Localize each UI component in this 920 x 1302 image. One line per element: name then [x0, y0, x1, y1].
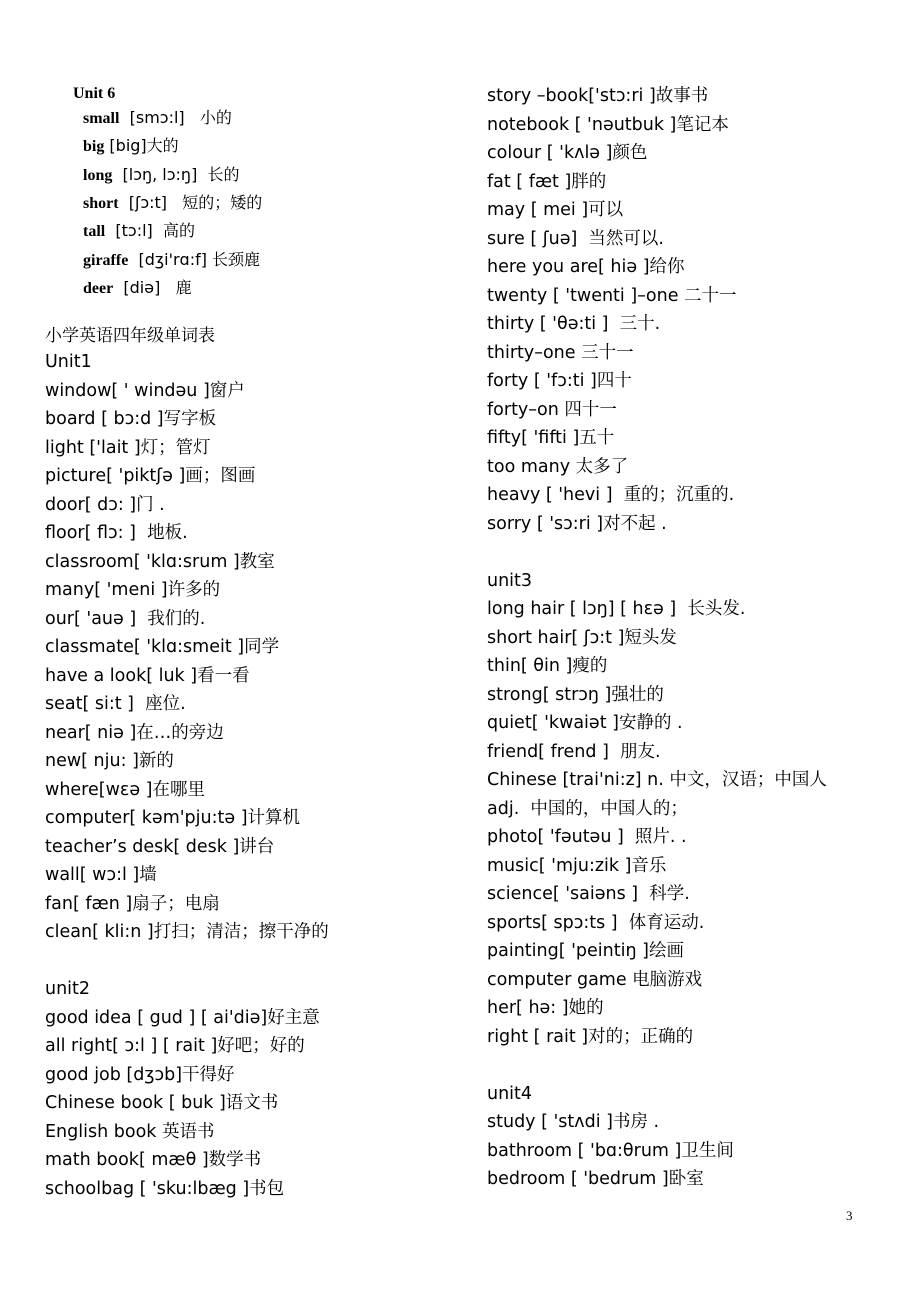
vocab-entry: bathroom [ 'bɑ:θrum ]卫生间: [487, 1141, 734, 1161]
vocab-entry: computer[ kəm'pju:tə ]计算机: [45, 808, 301, 828]
vocab-entry: [83, 220, 195, 243]
vocab-entry: [83, 192, 262, 215]
vocab-entry: classroom[ 'klɑ:srum ]教室: [45, 552, 275, 572]
vocab-entry: story –book['stɔ:ri ]故事书: [487, 86, 709, 106]
vocab-entry: fat [ fæt ]胖的: [487, 172, 607, 192]
vocab-entry: bedroom [ 'bedrum ]卧室: [487, 1169, 704, 1189]
vocab-entry: forty–on 四十一: [487, 400, 617, 420]
vocab-entry: our[ 'auə ] 我们的.: [45, 609, 206, 629]
vocab-entry: [83, 107, 232, 130]
vocab-entry: colour [ 'kʌlə ]颜色: [487, 143, 648, 163]
vocab-entry: [83, 277, 192, 300]
vocab-entry: friend[ frend ] 朋友.: [487, 742, 661, 762]
vocab-entry: math book[ mæθ ]数学书: [45, 1150, 262, 1170]
vocab-definition: [lɔŋ, lɔ:ŋ] 长的: [112, 165, 240, 184]
vocab-entry: adj. 中国的，中国人的；: [487, 799, 688, 819]
vocab-entry: Chinese [trai'ni:z] n. 中文，汉语；中国人: [487, 770, 827, 790]
vocab-entry: fan[ fæn ]扇子；电扇: [45, 894, 220, 914]
vocab-word: big: [83, 138, 105, 155]
vocab-entry: schoolbag [ 'sku:lbæg ]书包: [45, 1179, 285, 1199]
vocab-entry: have a look[ luk ]看一看: [45, 666, 250, 686]
vocab-entry: quiet[ 'kwaiət ]安静的 .: [487, 713, 683, 733]
vocab-entry: new[ nju: ]新的: [45, 751, 174, 771]
vocab-definition: [smɔ:l] 小的: [119, 108, 232, 127]
vocab-entry: seat[ si:t ] 座位.: [45, 694, 186, 714]
section-heading: Unit1: [45, 352, 92, 372]
section-heading: unit3: [487, 571, 533, 591]
vocab-word: small: [83, 110, 120, 127]
vocab-entry: here you are[ hiə ]给你: [487, 257, 685, 277]
vocab-entry: computer game 电脑游戏: [487, 970, 703, 990]
vocab-entry: all right[ ɔ:l ] [ rait ]好吧；好的: [45, 1036, 305, 1056]
vocab-entry: where[wɛə ]在哪里: [45, 780, 206, 800]
vocab-entry: sports[ spɔ:ts ] 体育运动.: [487, 913, 705, 933]
vocab-definition: [diə] 鹿: [113, 278, 192, 297]
vocab-entry: sure [ ʃuə] 当然可以.: [487, 229, 664, 249]
vocab-definition: [big]大的: [104, 136, 179, 155]
vocab-word: giraffe: [83, 252, 129, 269]
vocab-entry: door[ dɔ: ]门 .: [45, 495, 165, 515]
vocab-entry: [83, 135, 179, 158]
vocab-entry: window[ ' windəu ]窗户: [45, 381, 245, 401]
vocab-entry: twenty [ 'twenti ]–one 二十一: [487, 286, 737, 306]
section-heading: unit2: [45, 979, 91, 999]
vocab-word: deer: [83, 280, 114, 297]
vocab-definition: [dʒi'rɑ:f] 长颈鹿: [128, 250, 261, 269]
vocab-entry: wall[ wɔ:l ]墙: [45, 865, 157, 885]
vocab-word: short: [83, 195, 119, 212]
section-heading: Unit 6: [73, 85, 116, 102]
vocab-entry: short hair[ ʃɔ:t ]短头发: [487, 628, 677, 648]
vocab-entry: many[ 'meni ]许多的: [45, 580, 221, 600]
vocab-entry: clean[ kli:n ]打扫；清洁；擦干净的: [45, 922, 329, 942]
vocab-entry: photo[ 'fəutəu ] 照片. .: [487, 827, 687, 847]
vocab-entry: notebook [ 'nəutbuk ]笔记本: [487, 115, 729, 135]
vocab-definition: [ʃɔ:t] 短的；矮的: [118, 193, 263, 212]
vocab-entry: too many 太多了: [487, 457, 629, 477]
vocab-entry: [83, 249, 260, 272]
vocab-entry: good idea [ gud ] [ ai'diə]好主意: [45, 1008, 320, 1028]
vocab-entry: her[ hə: ]她的: [487, 998, 604, 1018]
vocab-entry: thirty–one 三十一: [487, 343, 634, 363]
section-heading: unit4: [487, 1084, 533, 1104]
vocab-entry: good job [dʒɔb]干得好: [45, 1065, 235, 1085]
vocab-entry: floor[ flɔ: ] 地板.: [45, 523, 188, 543]
vocab-entry: picture[ 'piktʃə ]画；图画: [45, 466, 256, 486]
vocab-entry: teacher’s desk[ desk ]讲台: [45, 837, 275, 857]
vocab-entry: heavy [ 'hevi ] 重的；沉重的.: [487, 485, 735, 505]
page-number: 3: [846, 1208, 853, 1223]
vocab-entry: may [ mei ]可以: [487, 200, 624, 220]
vocab-entry: light ['lait ]灯；管灯: [45, 438, 211, 458]
vocab-entry: painting[ 'peintiŋ ]绘画: [487, 941, 684, 961]
vocab-word: tall: [83, 223, 106, 240]
vocab-entry: strong[ strɔŋ ]强壮的: [487, 685, 664, 705]
vocab-entry: music[ 'mju:zik ]音乐: [487, 856, 667, 876]
vocab-entry: thin[ θin ]瘦的: [487, 656, 608, 676]
vocab-entry: right [ rait ]对的；正确的: [487, 1027, 694, 1047]
vocab-entry: classmate[ 'klɑ:smeit ]同学: [45, 637, 280, 657]
vocab-entry: Chinese book [ buk ]语文书: [45, 1093, 279, 1113]
vocab-entry: forty [ 'fɔ:ti ]四十: [487, 371, 632, 391]
vocab-entry: board [ bɔ:d ]写字板: [45, 409, 217, 429]
vocab-definition: [tɔ:l] 高的: [105, 221, 195, 240]
vocab-entry: sorry [ 'sɔ:ri ]对不起 .: [487, 514, 667, 534]
vocab-entry: study [ 'stʌdi ]书房 .: [487, 1112, 660, 1132]
vocab-entry: [83, 164, 240, 187]
vocab-word: long: [83, 167, 113, 184]
vocab-entry: science[ 'saiəns ] 科学.: [487, 884, 690, 904]
vocab-entry: long hair [ lɔŋ] [ hɛə ] 长头发.: [487, 599, 746, 619]
vocab-entry: English book 英语书: [45, 1122, 215, 1142]
vocab-entry: fifty[ 'fifti ]五十: [487, 428, 615, 448]
vocab-entry: near[ niə ]在…的旁边: [45, 723, 224, 743]
section-heading: 小学英语四年级单词表: [45, 326, 215, 346]
vocab-entry: thirty [ 'θə:ti ] 三十.: [487, 314, 661, 334]
